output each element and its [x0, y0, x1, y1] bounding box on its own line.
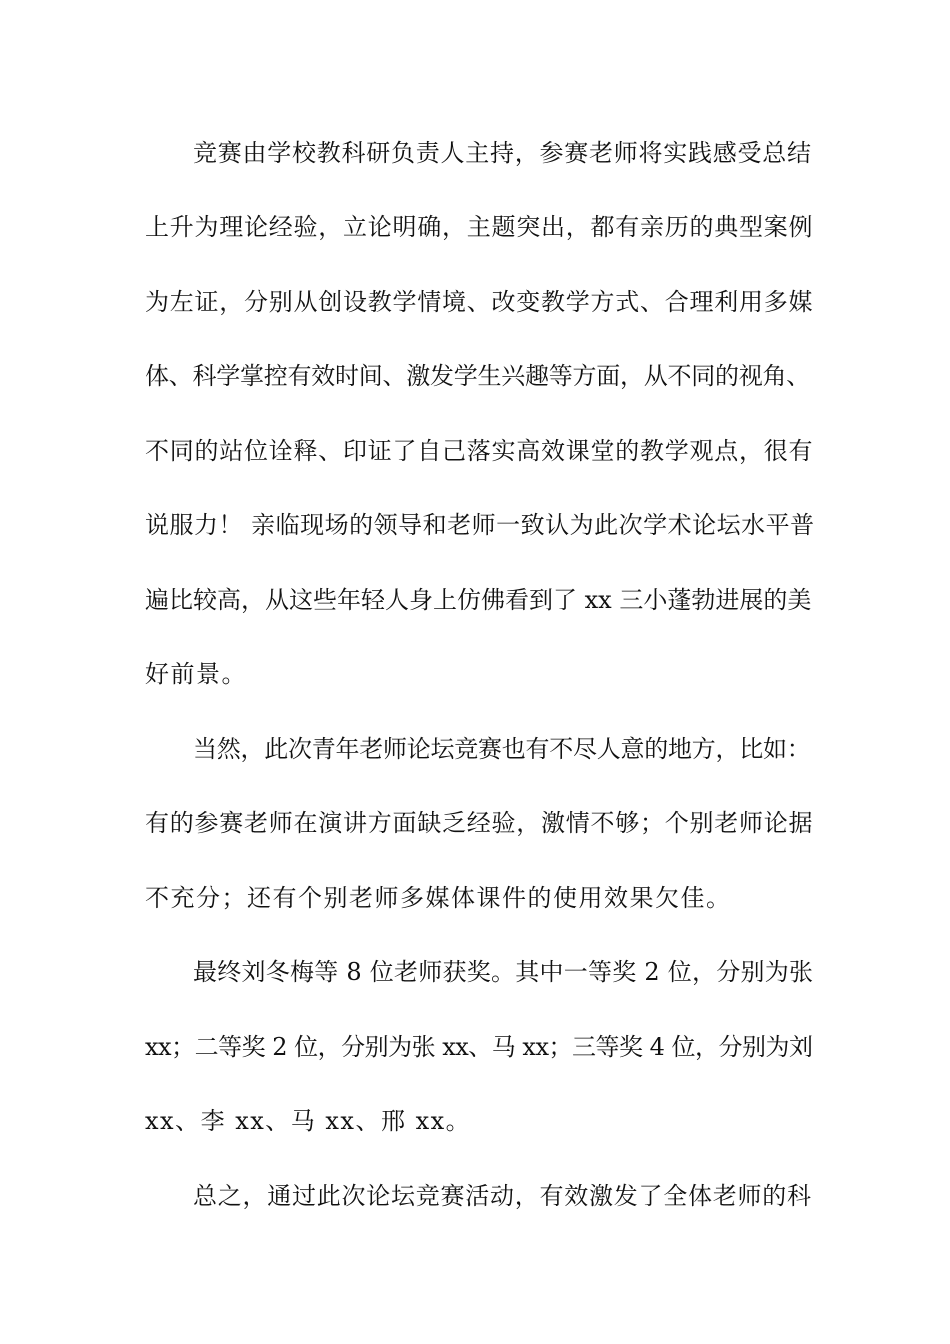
paragraph-3-line-2: xx；二等奖 2 位，分别为张 xx、马 xx；三等奖 4 位，分别为刘	[145, 1033, 813, 1061]
paragraph-1-line-7: 遍比较高，从这些年轻人身上仿佛看到了 xx 三小蓬勃进展的美	[145, 586, 812, 614]
paragraph-1-line-6: 说服力！ 亲临现场的领导和老师一致认为此次学术论坛水平普	[145, 511, 815, 539]
paragraph-1-line-5: 不同的站位诠释、印证了自己落实高效课堂的教学观点，很有	[145, 437, 814, 465]
paragraph-2-line-3: 不充分；还有个别老师多媒体课件的使用效果欠佳。	[145, 884, 732, 912]
paragraph-1-line-2: 上升为理论经验，立论明确，主题突出，都有亲历的典型案例	[145, 213, 814, 241]
paragraph-1-line-8: 好前景。	[145, 660, 247, 688]
paragraph-2-line-2: 有的参赛老师在演讲方面缺乏经验，激情不够；个别老师论据	[145, 809, 814, 837]
paragraph-1-line-4: 体、科学掌控有效时间、激发学生兴趣等方面，从不同的视角、	[145, 362, 810, 390]
paragraph-2-line-1: 当然，此次青年老师论坛竞赛也有不尽人意的地方，比如：	[193, 735, 811, 763]
paragraph-3-line-1: 最终刘冬梅等 8 位老师获奖。其中一等奖 2 位，分别为张	[193, 958, 814, 986]
paragraph-3-line-3: xx、李 xx、马 xx、邢 xx。	[145, 1107, 472, 1135]
paragraph-4-line-1: 总之，通过此次论坛竞赛活动，有效激发了全体老师的科	[193, 1182, 812, 1210]
paragraph-1-line-1: 竞赛由学校教科研负责人主持，参赛老师将实践感受总结	[193, 139, 812, 167]
paragraph-1-line-3: 为左证，分别从创设教学情境、改变教学方式、合理利用多媒	[145, 288, 814, 316]
